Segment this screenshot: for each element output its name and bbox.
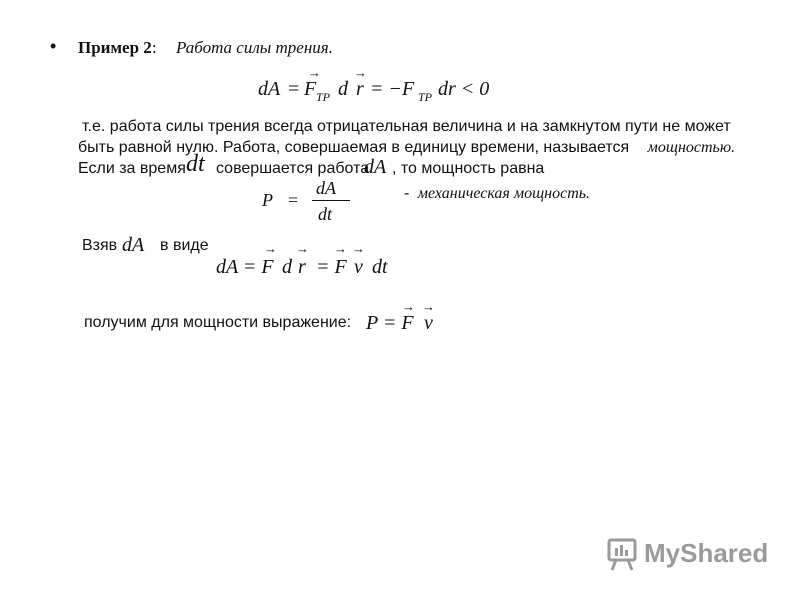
f3-text-a: dA = F [216, 256, 274, 278]
take-form-label: в виде [160, 237, 209, 254]
f3-r-arrow: → [296, 241, 309, 256]
f1-d: d [338, 78, 348, 100]
paragraph-line-3c: , то мощность равна [392, 160, 545, 177]
f1-F-sub: TP [316, 90, 331, 104]
f1-r: r [356, 78, 364, 100]
formula-power-result [366, 299, 456, 338]
f1-eq: = [288, 78, 300, 100]
f3-v-arrow: → [352, 241, 365, 256]
f3-eq: = F [316, 256, 347, 278]
formula-power [262, 178, 362, 228]
f3-dt: dt [372, 256, 388, 278]
f3-d: d [282, 256, 292, 278]
paragraph-line-3b: совершается работа [216, 160, 370, 177]
f3-v: v [354, 256, 363, 278]
f3-F-arrow: → [264, 241, 277, 256]
f2-fraction-bar [312, 200, 350, 201]
f2-denominator: dt [318, 204, 333, 224]
paragraph-line-2 [78, 137, 735, 158]
r-v-arrow: → [422, 299, 435, 314]
presentation-icon [606, 536, 638, 572]
formula-work-friction [258, 65, 490, 106]
f2-numerator: dA [316, 178, 336, 198]
logo-text: MyShared [644, 538, 769, 568]
take-label: Взяв [82, 237, 118, 254]
paragraph-line-3a: Если за время [78, 160, 186, 177]
example-title: Работа силы трения. [176, 38, 333, 57]
paragraph-line-2-text: быть равной нулю. Работа, совершаемая в единицу времени, называется [78, 139, 630, 156]
paragraph-line-1: т.е. работа силы трения всегда отрицательная величина и на замкнутом пути не может [82, 118, 731, 135]
f1-tail: dr < 0 [438, 78, 490, 100]
example-label [78, 38, 157, 58]
f3-r: r [298, 256, 306, 278]
f1-F: F [304, 78, 317, 100]
caption-text: механическая мощность. [417, 185, 591, 202]
f3-F2-arrow: → [334, 241, 347, 256]
f2-eq: = [288, 190, 299, 210]
label-colon: : [151, 38, 157, 57]
f1-F-arrow: → [308, 65, 321, 80]
f2-P: P [262, 190, 273, 210]
inline-dt: dt [186, 151, 205, 177]
power-term: мощностью. [647, 139, 736, 156]
example-number: Пример 2 [78, 38, 152, 57]
f1-rest-sub: TP [418, 90, 433, 104]
r-F-arrow: → [402, 299, 415, 314]
r-P: P = F [366, 312, 414, 334]
inline-dA: dA [364, 156, 387, 178]
take-dA: dA [122, 234, 145, 256]
myshared-logo [606, 536, 769, 574]
bullet: • [50, 36, 57, 56]
f1-dA: dA [258, 78, 281, 100]
power-caption [404, 183, 590, 204]
r-v: v [424, 312, 433, 334]
formula-work-expansion [216, 241, 396, 282]
caption-dash: - [404, 185, 410, 202]
result-text: получим для мощности выражение: [84, 314, 352, 331]
f1-rest: = −F [370, 78, 415, 100]
f1-r-arrow: → [354, 65, 367, 80]
